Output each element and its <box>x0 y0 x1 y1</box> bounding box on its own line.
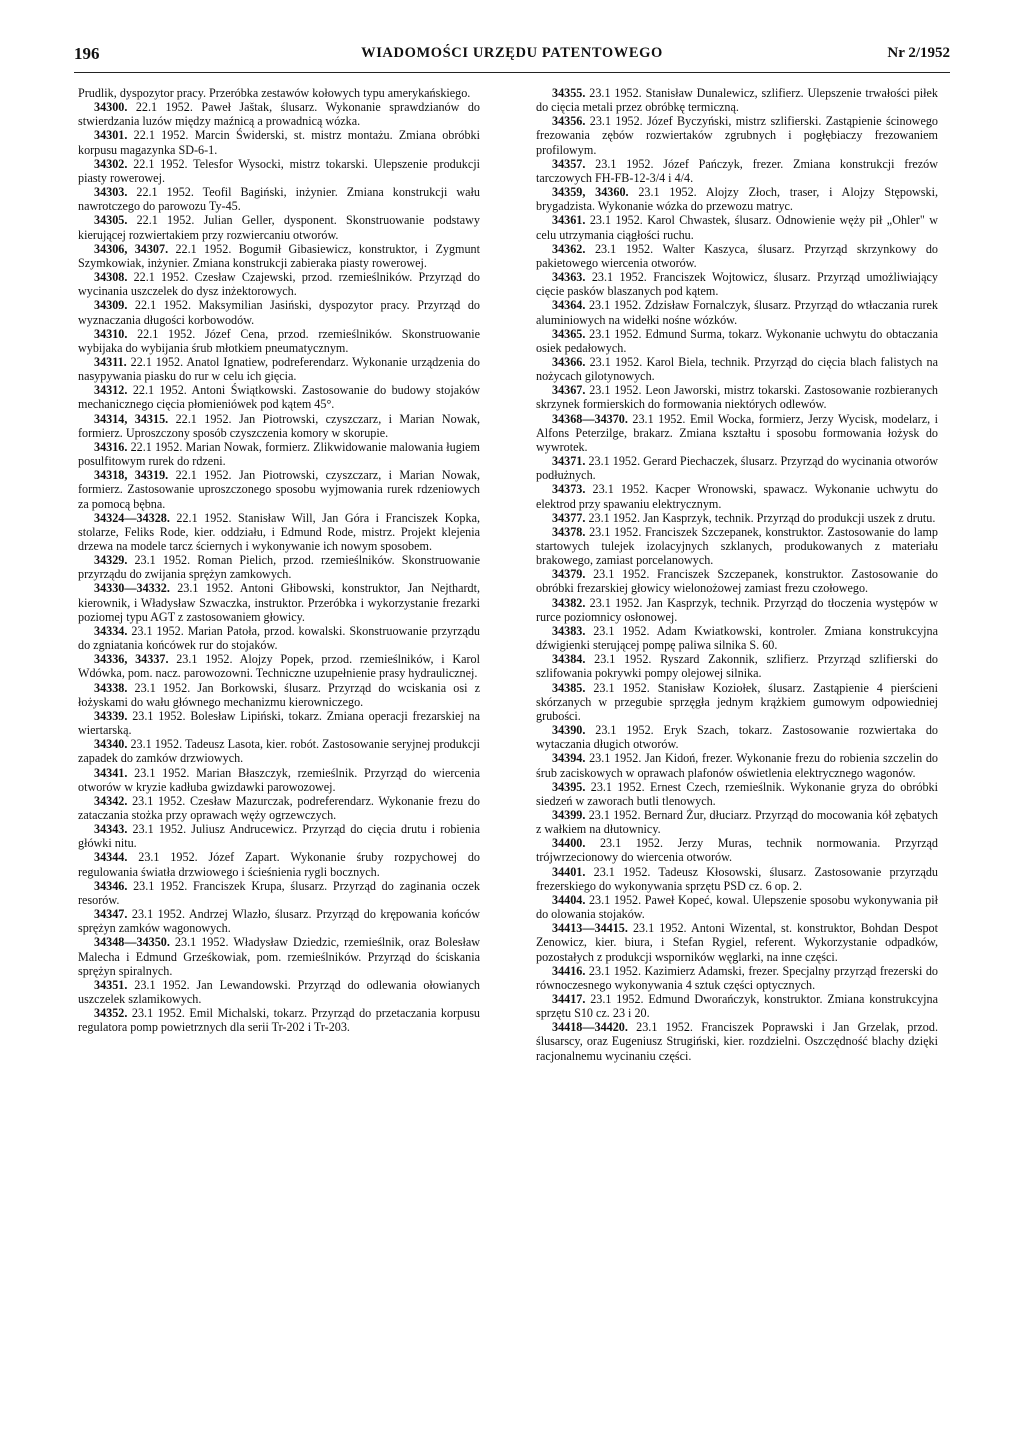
patent-description: 23.1 1952. Paweł Kopeć, kowal. Ulepszenie sposobu wykonywania pił do olowania stojaków. <box>536 892 938 922</box>
patent-entry <box>536 383 938 411</box>
patent-entry <box>536 454 938 482</box>
patent-entry <box>536 1020 938 1062</box>
patent-number: 34382. <box>552 595 586 610</box>
patent-entry <box>536 567 938 595</box>
patent-entry <box>78 822 480 850</box>
patent-description: 23.1 1952. Adam Kwiatkowski, kontroler. Zmiana konstrukcyjna dźwigienki sterującej pompę paliwa silnika S. 60. <box>536 623 938 653</box>
patent-entry <box>536 185 938 213</box>
patent-entry <box>78 935 480 977</box>
patent-entry <box>536 893 938 921</box>
patent-description: 23.1 1952. Jan Kasprzyk, technik. Przyrząd do produkcji uszek z drutu. <box>588 510 936 525</box>
patent-number: 34318, 34319. <box>94 468 169 483</box>
patent-description: 23.1 1952. Antoni Głibowski, konstruktor, Jan Nejthardt, kierownik, i Władysław Szwaczka, instruktor. Przeróbka i wykorzystanie frezarki poziomej typu AGT z zastosowaniem głowicy. <box>78 581 480 624</box>
patent-entry <box>78 468 480 510</box>
patent-entry <box>78 157 480 185</box>
patent-number: 34352. <box>94 1006 128 1021</box>
patent-description: 23.1 1952. Franciszek Krupa, ślusarz. Przyrząd do zaginania oczek resorów. <box>78 878 480 907</box>
patent-description: 23.1 1952. Ryszard Zakonnik, szlifierz. Przyrząd szlifierski do szlifowania pokrywki pompy olejowej silnika. <box>536 652 938 681</box>
patent-number: 34379. <box>552 567 586 582</box>
patent-number: 34364. <box>552 298 586 313</box>
patent-entry <box>536 836 938 864</box>
patent-description: Prudlik, dyspozytor pracy. Przeróbka zestawów kołowych typu amerykańskiego. <box>78 86 471 100</box>
patent-number: 34343. <box>94 822 128 837</box>
patent-entry <box>536 213 938 241</box>
patent-entry <box>536 525 938 567</box>
patent-description: 23.1 1952. Zdzisław Fornalczyk, ślusarz. Przyrząd do wtłaczania rurek aluminiowych na widełki nośne wózków. <box>536 298 938 327</box>
patent-number: 34300. <box>94 100 128 115</box>
patent-entry <box>78 86 480 100</box>
patent-number: 34363. <box>552 270 586 285</box>
patent-number: 34413—34415. <box>552 921 628 936</box>
patent-entry <box>536 681 938 723</box>
patent-description: 23.1 1952. Tadeusz Kłosowski, ślusarz. Zastosowanie przyrządu frezerskiego do wykonywania sprzętu PSD cz. 6 op. 2. <box>536 864 938 893</box>
patent-description: 23.1 1952. Antoni Wizental, st. konstruktor, Bohdan Despot Zenowicz, kier. biura, i Stefan Rygiel, referent. Wykorzystanie odpadków, pozostałych z produkcji wsporników węglarki, na inne części. <box>536 921 938 964</box>
patent-number: 34310. <box>94 326 128 341</box>
patent-entry <box>536 157 938 185</box>
patent-entry <box>78 511 480 553</box>
patent-number: 34356. <box>552 114 586 129</box>
patent-description: 23.1 1952. Edmund Surma, tokarz. Wykonanie uchwytu do obtaczania osiek pedałowych. <box>536 326 938 355</box>
patent-entry <box>536 114 938 156</box>
patent-description: 23.1 1952. Jan Lewandowski. Przyrząd do odlewania ołowianych uszczelek szlamikowych. <box>78 977 481 1006</box>
patent-number: 34347. <box>94 907 128 922</box>
patent-entry <box>78 185 480 213</box>
patent-number: 34371. <box>552 454 586 469</box>
patent-description: 23.1 1952. Karol Chwastek, ślusarz. Odnowienie węży pił „Ohler" w celu utrzymania ciągłości ruchu. <box>536 213 938 242</box>
patent-description: 23.1 1952. Emil Wocka, formierz, Jerzy Wycisk, modelarz, i Alfons Peterzilge, brakarz. Zmiana kształtu i sposobu formowania łożysk do wywrotek. <box>536 411 938 454</box>
patent-description: 23.1 1952. Marian Błaszczyk, rzemieślnik. Przyrząd do wiercenia otworów w kryzie kadłuba gwizdawki parowozowej. <box>78 765 480 794</box>
patent-number: 34417. <box>552 992 586 1006</box>
patent-description: 23.1 1952. Franciszek Szczepanek, konstruktor. Zastosowanie do obróbki frezarskiej głowicy wielonożowej zamiast frezu czołowego. <box>536 567 938 596</box>
right-column <box>536 86 938 1063</box>
patent-number: 34394. <box>552 751 586 766</box>
page-header <box>74 44 950 68</box>
patent-description: 22.1 1952. Maksymilian Jasiński, dyspozytor pracy. Przyrząd do wyznaczania długości korbowodów. <box>78 298 480 327</box>
patent-entry <box>536 242 938 270</box>
patent-number: 34400. <box>552 836 586 851</box>
publication-title: WIADOMOŚCI URZĘDU PATENTOWEGO <box>361 45 663 61</box>
patent-description: 23.1 1952. Roman Pielich, przod. rzemieślników. Skonstruowanie przyrządu do zwijania sprężyn zamkowych. <box>78 553 480 582</box>
patent-description: 23.1 1952. Jan Kasprzyk, technik. Przyrząd do tłoczenia występów w rurce poziomnicy osłonowej. <box>536 595 938 624</box>
patent-entry <box>536 652 938 680</box>
patent-entry <box>78 879 480 907</box>
patent-entry <box>536 624 938 652</box>
patent-description: 23.1 1952. Józef Zapart. Wykonanie śruby rozpychowej do regulowania światła drzwiowego i ścieśnienia rygli bocznych. <box>78 850 480 879</box>
patent-description: 22.1 1952. Marcin Świderski, st. mistrz montażu. Zmiana obróbki korpusu magazynka SD-6-1. <box>78 128 480 157</box>
patent-entry <box>78 766 480 794</box>
patent-number: 34339. <box>94 708 128 723</box>
patent-entry <box>536 964 938 992</box>
patent-entry <box>78 128 480 156</box>
patent-number: 34385. <box>552 680 586 695</box>
patent-number: 34334. <box>94 623 128 638</box>
patent-number: 34418—34420. <box>552 1020 628 1035</box>
patent-number: 34361. <box>552 213 586 228</box>
patent-entry <box>536 86 938 114</box>
patent-number: 34390. <box>552 723 586 738</box>
patent-description: 23.1 1952. Juliusz Andrucewicz. Przyrząd do cięcia drutu i robienia główki nitu. <box>78 822 480 851</box>
patent-description: 23.1 1952. Alojzy Popek, przod. rzemieślników, i Karol Wdówka, pom. nacz. parowozowni. Techniczne uzupełnienie prasy hydraulicznej. <box>78 652 481 681</box>
patent-number: 34383. <box>552 623 586 638</box>
patent-entry <box>78 1006 480 1034</box>
patent-description: 23.1 1952. Ernest Czech, rzemieślnik. Wykonanie gryza do obróbki siedzeń w zaworach butli tlenowych. <box>536 779 939 808</box>
patent-number: 34351. <box>94 977 128 992</box>
patent-number: 34395. <box>552 779 586 794</box>
patent-description: 23.1 1952. Leon Jaworski, mistrz tokarski. Zastosowanie rozbieranych skrzynek formierskich do formowania niektórych odlewów. <box>536 383 938 412</box>
patent-description: 22.1 1952. Bogumił Gibasiewicz, konstruktor, i Zygmunt Szymkowiak, inżynier. Zmiana konstrukcji zabieraka piasty rowerowej. <box>78 241 480 270</box>
patent-entry <box>78 270 480 298</box>
patent-description: 22.1 1952. Józef Cena, przod. rzemieślników. Skonstruowanie wybijaka do wybijania śrub młotkiem pneumatycznym. <box>78 326 480 355</box>
patent-number: 34306, 34307. <box>94 241 169 256</box>
patent-description: 22.1 1952. Telesfor Wysocki, mistrz tokarski. Ulepszenie produkcji piasty rowerowej. <box>78 156 480 185</box>
patent-entry <box>78 907 480 935</box>
patent-number: 34305. <box>94 213 128 228</box>
patent-number: 34357. <box>552 156 586 171</box>
patent-entry <box>536 327 938 355</box>
patent-number: 34346. <box>94 878 128 893</box>
patent-entry <box>78 624 480 652</box>
patent-description: 23.1 1952. Czesław Mazurczak, podreferendarz. Wykonanie frezu do zataczania stożka przy oprawach węży ogrzewczych. <box>78 793 480 822</box>
patent-entry <box>78 440 480 468</box>
patent-description: 23.1 1952. Andrzej Wlazło, ślusarz. Przyrząd do krępowania końców sprężyn zamków wagonowych. <box>78 907 480 936</box>
patent-entry <box>78 100 480 128</box>
patent-entry <box>536 511 938 525</box>
patent-number: 34362. <box>552 241 586 256</box>
patent-description: 22.1 1952. Czesław Czajewski, przod. rzemieślników. Przyrząd do wycinania uszczelek do dysz inżektorowych. <box>78 270 480 299</box>
patent-entry <box>78 709 480 737</box>
patent-number: 34348—34350. <box>94 935 170 950</box>
patent-entry <box>536 412 938 454</box>
patent-number: 34359, 34360. <box>552 185 629 200</box>
patent-number: 34384. <box>552 652 586 667</box>
patent-description: 23.1 1952. Kacper Wronowski, spawacz. Wykonanie uchwytu do elektrod przy spawaniu elektrycznym. <box>536 482 938 511</box>
patent-description: 23.1 1952. Tadeusz Lasota, kier. robót. Zastosowanie seryjnej produkcji zapadek do zamków drzwiowych. <box>78 737 480 766</box>
patent-number: 34367. <box>552 383 586 398</box>
page-number: 196 <box>74 44 100 63</box>
patent-number: 34355. <box>552 86 586 100</box>
patent-description: 22.1 1952. Jan Piotrowski, czyszczarz, i Marian Nowak, formierz. Uproszczony sposób czyszczenia komory w skorupie. <box>78 411 480 440</box>
patent-description: 23.1 1952. Alojzy Złoch, traser, i Alojzy Stępowski, brygadzista. Wykonanie wózka do przewozu matryc. <box>536 185 938 214</box>
patent-entry <box>536 921 938 963</box>
patent-description: 22.1 1952. Jan Piotrowski, czyszczarz, i Marian Nowak, formierz. Zastosowanie uproszczonego sposobu wyjmowania rurek rdzeniowych za pomocą bębna. <box>78 468 480 511</box>
patent-number: 34308. <box>94 270 128 285</box>
patent-description: 23.1 1952. Walter Kaszyca, ślusarz. Przyrząd skrzynkowy do pakietowego wiercenia otworów. <box>536 241 938 270</box>
patent-number: 34404. <box>552 892 586 907</box>
patent-entry <box>78 327 480 355</box>
patent-entry <box>536 865 938 893</box>
patent-description: 23.1 1952. Emil Michalski, tokarz. Przyrząd do przetaczania korpusu regulatora pomp powietrznych dla serii Tr-202 i Tr-203. <box>78 1006 480 1035</box>
patent-description: 23.1 1952. Stanisław Dunalewicz, szlifierz. Ulepszenie trwałości piłek do cięcia metali przez obróbkę termiczną. <box>536 86 938 115</box>
patent-description: 23.1 1952. Edmund Dworańczyk, konstruktor. Zmiana konstrukcyjna sprzętu S10 cz. 23 i 20. <box>536 992 938 1021</box>
patent-description: 22.1 1952. Paweł Jaštak, ślusarz. Wykonanie sprawdzianów do stwierdzania luzów między maźnicą a prowadnicą wózka. <box>78 100 480 129</box>
patent-entry <box>78 383 480 411</box>
patent-number: 34311. <box>94 354 127 369</box>
patent-entry <box>78 298 480 326</box>
patent-description: 22.1 1952. Antoni Świątkowski. Zastosowanie do budowy stojaków mechanicznego cięcia płomieniówek pod kątem 45°. <box>78 383 480 412</box>
patent-description: 22.1 1952. Marian Nowak, formierz. Zlikwidowanie malowania ługiem posulfitowym rurek do rdzeni. <box>78 439 480 469</box>
patent-number: 34373. <box>552 482 586 497</box>
patent-entry <box>536 298 938 326</box>
patent-description: 23.1 1952. Bolesław Lipiński, tokarz. Zmiana operacji frezarskiej na wiertarską. <box>78 708 480 738</box>
patent-entry <box>78 850 480 878</box>
patent-description: 23.1 1952. Franciszek Szczepanek, konstruktor. Zastosowanie do lamp startowych tulejek izolacyjnych szklanych, produkowanych z materiału brakowego, zamiast porcelanowych. <box>536 524 938 568</box>
patent-number: 34368—34370. <box>552 411 628 426</box>
patent-description: 23.1 1952. Stanisław Koziołek, ślusarz. Zastąpienie 4 pierścieni skórzanych w przegubie sprzęgła jednym krążkiem gumowym odpowiedniej grubości. <box>536 680 938 723</box>
patent-entry <box>78 242 480 270</box>
patent-entry <box>78 681 480 709</box>
patent-number: 34302. <box>94 156 128 171</box>
patent-entry <box>536 482 938 510</box>
patent-number: 34416. <box>552 963 586 978</box>
patent-entry <box>536 270 938 298</box>
patent-number: 34329. <box>94 553 128 568</box>
patent-entry <box>78 581 480 623</box>
patent-number: 34301. <box>94 128 128 143</box>
patent-description: 23.1 1952. Józef Byczyński, mistrz szlifierski. Zastąpienie ścinowego frezowania zębów rozwiertaków zgrubnych i pogłębiaczy frezowaniem profilowym. <box>536 114 938 157</box>
patent-description: 23.1 1952. Kazimierz Adamski, frezer. Specjalny przyrząd frezerski do równoczesnego wykonywania 4 sztuk części optycznych. <box>536 963 938 992</box>
patent-number: 34401. <box>552 864 586 879</box>
patent-entry <box>78 978 480 1006</box>
patent-description: 23.1 1952. Jerzy Muras, technik normowania. Przyrząd trójwrzecionowy do wiercenia otworów. <box>536 836 938 865</box>
patent-number: 34399. <box>552 807 586 822</box>
patent-entry <box>536 780 938 808</box>
patent-description: 23.1 1952. Władysław Dziedzic, rzemieślnik, oraz Bolesław Malecha i Edmund Grześkowiak, pom. rzemieślników. Przyrząd do ściskania sprężyn spiralnych. <box>78 935 480 978</box>
patent-number: 34338. <box>94 680 128 695</box>
patent-number: 34366. <box>552 354 586 369</box>
patent-entry <box>536 723 938 751</box>
patent-entry <box>536 808 938 836</box>
patent-number: 34314, 34315. <box>94 411 169 426</box>
patent-description: 23.1 1952. Józef Pańczyk, frezer. Zmiana konstrukcji frezów tarczowych FH-FB-12-3/4 i 4/4. <box>536 156 938 185</box>
patent-number: 34316. <box>94 439 128 454</box>
patent-number: 34342. <box>94 793 128 808</box>
patent-description: 22.1 1952. Stanisław Will, Jan Góra i Franciszek Kopka, stolarze, Feliks Rode, kier. oddziału, i Edmund Rode, mistrz. Projekt klejenia drzewa na modele tarcz ściernych i wykonywanie ich nowym sposobem. <box>78 510 480 553</box>
patent-number: 34336, 34337. <box>94 652 169 667</box>
issue-number: Nr 2/1952 <box>887 45 950 61</box>
patent-entry <box>536 992 938 1020</box>
patent-description: 23.1 1952. Gerard Piechaczek, ślusarz. Przyrząd do wycinania otworów podłużnych. <box>536 454 938 483</box>
patent-number: 34330—34332. <box>94 581 170 596</box>
patent-entry <box>536 596 938 624</box>
patent-number: 34309. <box>94 298 128 313</box>
patent-entry <box>536 751 938 779</box>
patent-number: 34365. <box>552 326 586 341</box>
patent-description: 23.1 1952. Karol Biela, technik. Przyrząd do cięcia blach falistych na nożycach gilotynowych. <box>536 354 938 384</box>
patent-entry <box>78 652 480 680</box>
patent-number: 34324—34328. <box>94 510 170 525</box>
patent-description: 23.1 1952. Eryk Szach, tokarz. Zastosowanie rozwiertaka do wytaczania długich otworów. <box>536 723 938 752</box>
patent-description: 22.1 1952. Teofil Bagiński, inżynier. Zmiana konstrukcji wału nawrotczego do parowozu Ty-45. <box>78 185 480 214</box>
patent-description: 23.1 1952. Franciszek Wojtowicz, ślusarz. Przyrząd umożliwiający cięcie pasków blaszanych pod kątem. <box>536 270 938 299</box>
patent-number: 34378. <box>552 524 586 539</box>
patent-entry <box>78 737 480 765</box>
patent-number: 34303. <box>94 185 128 200</box>
patent-description: 23.1 1952. Jan Kidoń, frezer. Wykonanie frezu do robienia szczelin do śrub zaciskowych w oprawach plafonów oświetlenia elektrycznego wagonów. <box>536 751 938 780</box>
patent-number: 34340. <box>94 737 128 752</box>
patent-entry <box>78 794 480 822</box>
patent-number: 34312. <box>94 383 128 398</box>
patent-entry <box>78 412 480 440</box>
patent-description: 22.1 1952. Anatol Ignatiew, podreferendarz. Wykonanie urządzenia do nasypywania piasku do rur w celu ich gięcia. <box>78 354 480 384</box>
patent-number: 34344. <box>94 850 128 865</box>
patent-description: 23.1 1952. Franciszek Poprawski i Jan Grzelak, przod. ślusarscy, oraz Eugeniusz Strugiński, kier. rozdzielni. Oszczędność blachy dzięki racjonalnemu wycinaniu części. <box>536 1020 938 1063</box>
patent-description: 23.1 1952. Marian Patoła, przod. kowalski. Skonstruowanie przyrządu do zgniatania końcówek rur do stojaków. <box>78 623 480 653</box>
patent-description: 23.1 1952. Jan Borkowski, ślusarz. Przyrząd do wciskania osi z łożyskami do wału głównego mechanizmu kierowniczego. <box>78 680 480 709</box>
patent-entry <box>78 355 480 383</box>
patent-entry <box>78 213 480 241</box>
patent-number: 34341. <box>94 765 128 780</box>
patent-description: 23.1 1952. Bernard Żur, dłuciarz. Przyrząd do mocowania kół zębatych z wałkiem na dłutownicy. <box>536 807 938 837</box>
patent-number: 34377. <box>552 510 586 525</box>
patent-entry <box>536 355 938 383</box>
patent-entry <box>78 553 480 581</box>
left-column <box>78 86 480 1034</box>
header-rule <box>74 72 950 73</box>
patent-description: 22.1 1952. Julian Geller, dysponent. Skonstruowanie podstawy kierującej rozwiertakiem przy rozwiercaniu otworów. <box>78 213 480 242</box>
